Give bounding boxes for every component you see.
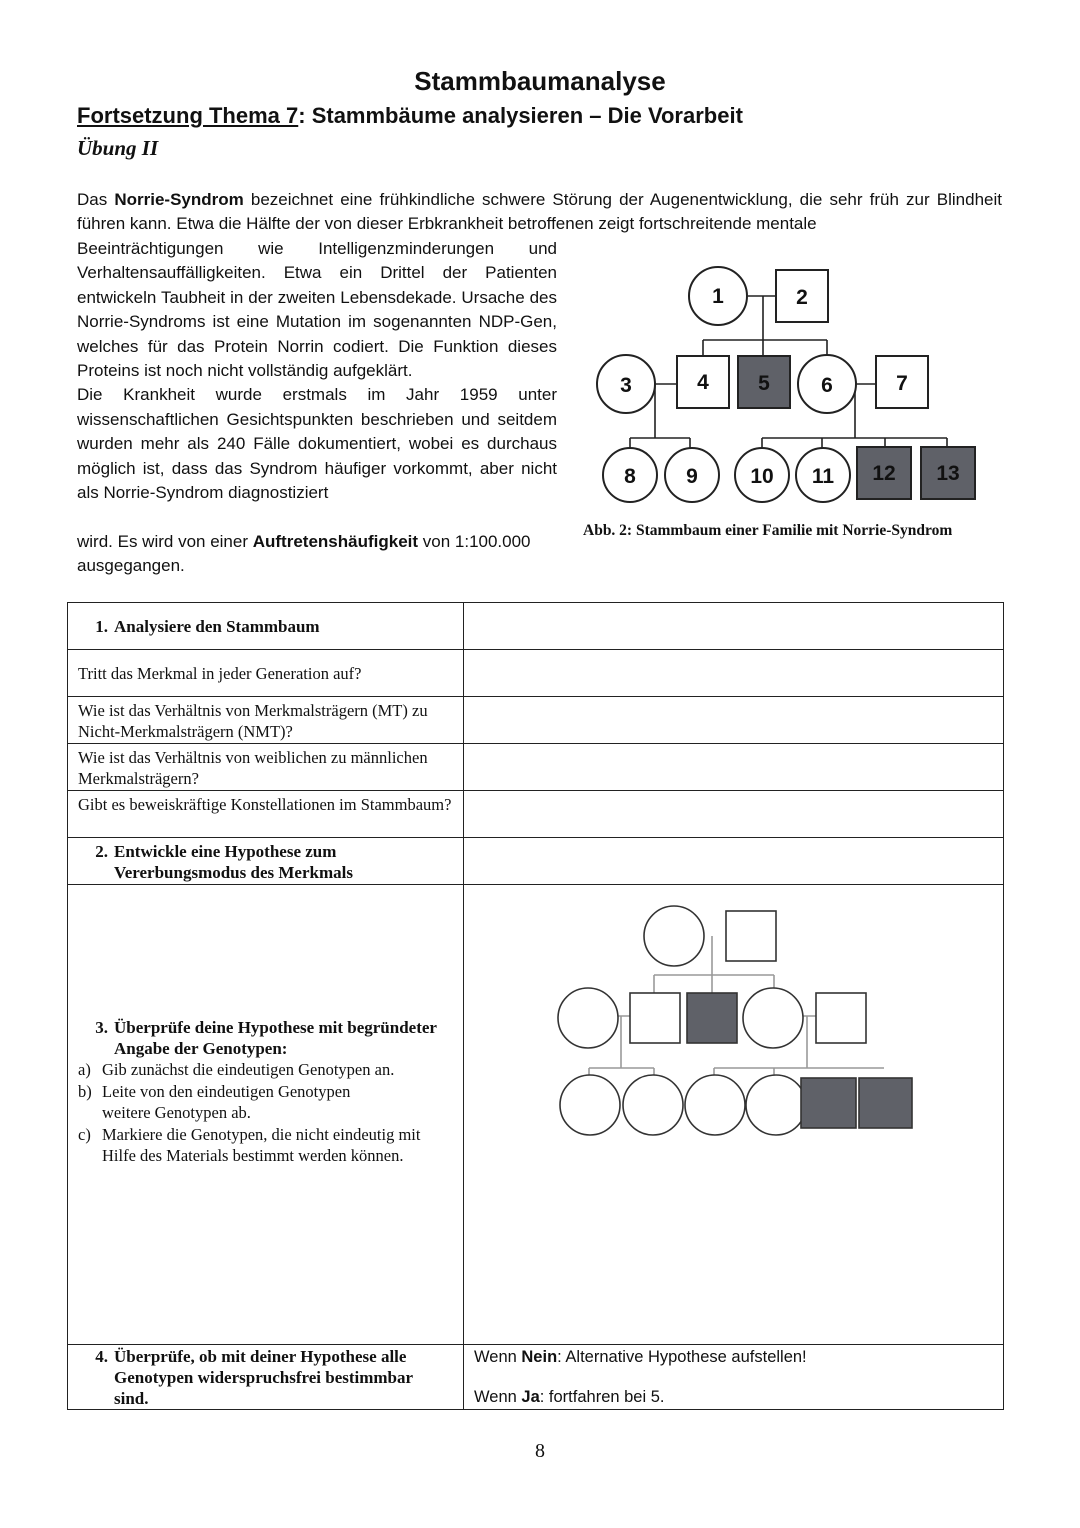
q1d-text: Gibt es beweiskräftige Konstellationen im Stammbaum? <box>78 795 452 814</box>
document-subtitle <box>77 103 743 129</box>
label-4: 4 <box>697 371 709 394</box>
intro-paragraph-1-continued <box>77 237 557 505</box>
pedigree-chart <box>590 258 990 514</box>
q1c-answer-cell[interactable] <box>464 744 1004 791</box>
intro-text: bezeichnet eine frühkindliche schwere Störung der Augenentwicklung, die sehr früh zur Blindheit führen kann. Etwa die Hälfte der von dieser Erbkrankheit betroffenen zeigt fortschreitende mentale <box>77 190 1002 234</box>
q4-answer-cell <box>464 1345 1004 1410</box>
intro-text: von 1:100.000 ausgegangen. <box>77 532 531 576</box>
document-title: Stammbaumanalyse <box>414 66 666 96</box>
intro-text: wird. Es wird von einer <box>77 532 253 551</box>
intro-text: Das <box>77 190 115 209</box>
answer-keyword-no: Nein <box>521 1348 558 1366</box>
template-circle-3 <box>558 988 618 1048</box>
q4-number: 4. <box>95 1347 108 1366</box>
q2-title: Entwickle eine Hypothese zum Vererbungsmodus des Merkmals <box>114 842 353 882</box>
q1a-text: Tritt das Merkmal in jeder Generation auf? <box>78 664 362 683</box>
template-square-4 <box>630 993 680 1043</box>
label-3: 3 <box>620 374 632 397</box>
q2-heading-cell <box>68 838 464 885</box>
template-square-12 <box>801 1078 856 1128</box>
label-8: 8 <box>624 465 636 488</box>
answer-text: Wenn <box>474 1388 522 1406</box>
q1b-cell <box>68 697 464 744</box>
label-10: 10 <box>750 465 774 488</box>
label-6: 6 <box>821 374 833 397</box>
template-square-13 <box>859 1078 912 1128</box>
analysis-worksheet-table <box>67 602 1004 1410</box>
figure-caption: Abb. 2: Stammbaum einer Familie mit Norrie-Syndrom <box>583 522 953 539</box>
template-circle-9 <box>623 1075 683 1135</box>
answer-text: Wenn <box>474 1348 522 1366</box>
q1d-answer-cell[interactable] <box>464 791 1004 838</box>
answer-if-yes <box>464 1367 1003 1407</box>
q3-number: 3. <box>95 1018 108 1037</box>
q4-title: Überprüfe, ob mit deiner Hypothese alle Genotypen widerspruchsfrei bestimmbar sind. <box>114 1347 413 1408</box>
q1-heading-cell <box>68 603 464 650</box>
q1b-answer-cell[interactable] <box>464 697 1004 744</box>
subtitle-rest: : Stammbäume analysieren – Die Vorarbeit <box>298 103 743 128</box>
q3-title: Überprüfe deine Hypothese mit begründeter Angabe der Genotypen: <box>114 1018 437 1058</box>
q4-cell <box>68 1345 464 1410</box>
intro-keyword-frequency: Auftretenshäufigkeit <box>252 532 419 551</box>
template-circle-11 <box>746 1075 806 1135</box>
template-square-2 <box>726 911 776 961</box>
template-square-7 <box>816 993 866 1043</box>
label-11: 11 <box>811 465 835 488</box>
q1d-cell <box>68 791 464 838</box>
q3a-text: Gib zunächst die eindeutigen Genotypen an. <box>102 1060 395 1079</box>
pedigree-template <box>464 885 1004 1345</box>
q3-cell <box>68 885 464 1345</box>
page-number: 8 <box>535 1440 545 1462</box>
template-circle-6 <box>743 988 803 1048</box>
q1a-cell <box>68 650 464 697</box>
template-circle-10 <box>685 1075 745 1135</box>
label-12: 12 <box>872 462 896 485</box>
answer-keyword-yes: Ja <box>521 1388 540 1406</box>
q3-answer-cell[interactable] <box>464 885 1004 1345</box>
exercise-heading: Übung II <box>77 136 159 160</box>
q1-number: 1. <box>95 617 108 636</box>
q2-number: 2. <box>95 842 108 861</box>
q1a-answer-cell[interactable] <box>464 650 1004 697</box>
label-7: 7 <box>896 372 908 395</box>
q3a-letter: a) <box>78 1060 91 1079</box>
label-5: 5 <box>758 372 770 395</box>
intro-text: Beeinträchtigungen wie Intelligenzminderungen und Verhaltensauffälligkeiten. Etwa ein Drittel der Patienten entwickeln Taubheit in der zweiten Lebensdekade. Ursache des Norrie-Syndroms ist eine Mutation im sogenannten NDP-Gen, welches für das Protein Norrin codiert. Die Funktion dieses Proteins ist noch nicht vollständig aufgeklärt. <box>77 239 557 381</box>
answer-text: : Alternative Hypothese aufstellen! <box>557 1348 807 1366</box>
answer-text: : fortfahren bei 5. <box>539 1388 665 1406</box>
q2-answer-cell[interactable] <box>464 838 1004 885</box>
q3c-text: Markiere die Genotypen, die nicht eindeutig mit Hilfe des Materials bestimmt werden können. <box>102 1124 421 1165</box>
q3b-letter: b) <box>78 1081 92 1101</box>
intro-keyword-syndrome: Norrie-Syndrom <box>114 190 244 209</box>
answer-if-no <box>464 1345 1003 1367</box>
subtitle-topic: Fortsetzung Thema 7 <box>77 103 299 128</box>
q1-title: Analysiere den Stammbaum <box>114 617 320 636</box>
template-circle-8 <box>560 1075 620 1135</box>
intro-paragraph-2-end <box>77 530 577 579</box>
q3c-letter: c) <box>78 1124 91 1144</box>
label-9: 9 <box>686 465 698 488</box>
template-circle-1 <box>644 906 704 966</box>
label-13: 13 <box>936 462 960 485</box>
intro-paragraph-1 <box>77 188 1002 237</box>
template-individuals <box>558 906 912 1135</box>
q1-answer-cell[interactable] <box>464 603 1004 650</box>
intro-paragraph-2: Die Krankheit wurde erstmals im Jahr 1959 unter wissenschaftlichen Gesichtspunkten beschrieben und seitdem wurden mehr als 240 Fälle dokumentiert, wobei es durchaus möglich ist, dass das Syndrom häufiger vorkommt, aber nicht als Norrie-Syndrom diagnostiziert <box>77 385 557 503</box>
q1c-cell <box>68 744 464 791</box>
q3b-text: Leite von den eindeutigen Genotypen weitere Genotypen ab. <box>102 1081 351 1122</box>
template-square-5 <box>687 993 737 1043</box>
label-2: 2 <box>796 286 808 309</box>
q1c-text: Wie ist das Verhältnis von weiblichen zu männlichen Merkmalsträgern? <box>78 748 428 788</box>
q1b-text: Wie ist das Verhältnis von Merkmalsträgern (MT) zu Nicht-Merkmalsträgern (NMT)? <box>78 701 428 741</box>
pedigree-individuals <box>597 267 975 502</box>
label-1: 1 <box>712 285 724 308</box>
